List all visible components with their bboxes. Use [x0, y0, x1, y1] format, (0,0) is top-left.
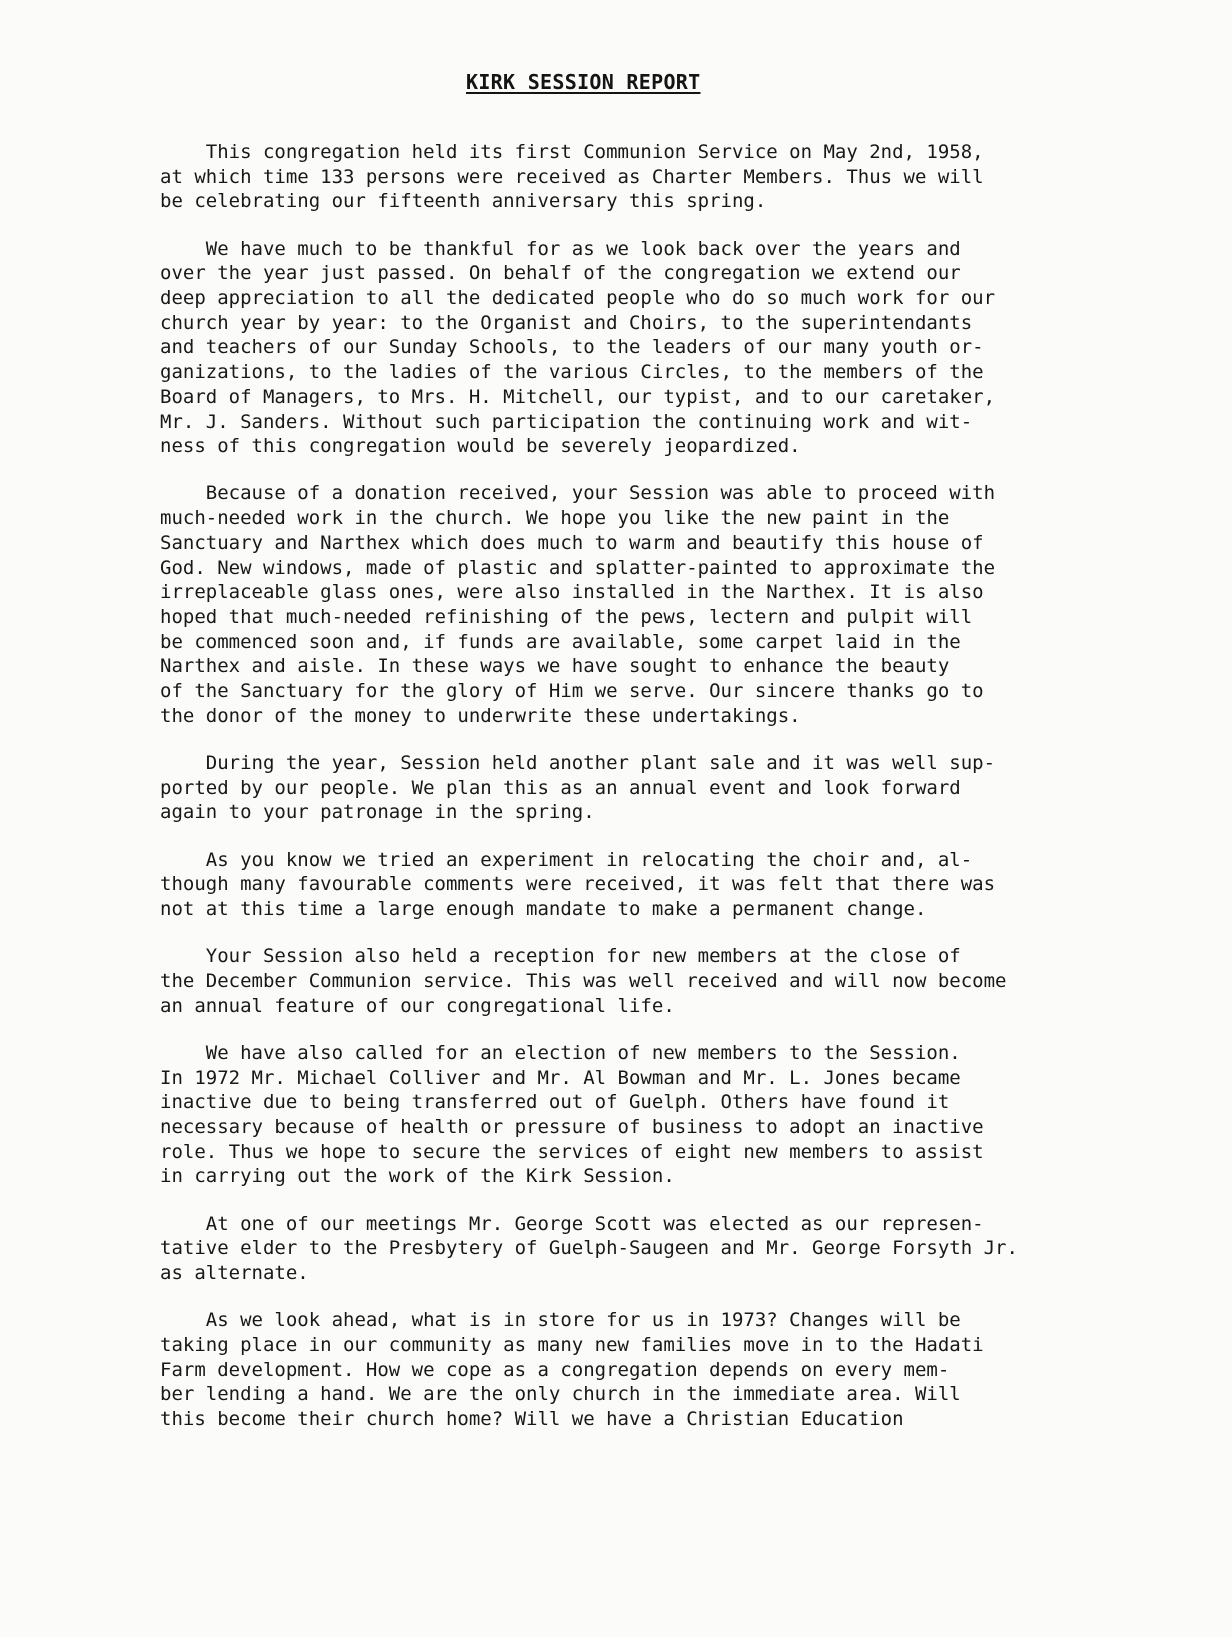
text-line: We have also called for an election of new members to the Session.: [160, 1041, 961, 1064]
text-line: at which time 133 persons were received as Charter Members. Thus we will: [160, 165, 984, 188]
text-line: this become their church home? Will we have a Christian Education: [160, 1407, 904, 1430]
text-line: During the year, Session held another plant sale and it was well sup-: [160, 751, 996, 774]
text-line: Board of Managers, to Mrs. H. Mitchell, our typist, and to our caretaker,: [160, 385, 996, 408]
text-line: At one of our meetings Mr. George Scott was elected as our represen-: [160, 1212, 984, 1235]
paragraph: [160, 1041, 1100, 1189]
text-line: hoped that much-needed refinishing of the pews, lectern and pulpit will: [160, 605, 973, 628]
text-line: ber lending a hand. We are the only church in the immediate area. Will: [160, 1383, 961, 1406]
text-line: church year by year: to the Organist and Choirs, to the superintendants: [160, 311, 973, 334]
text-line: inactive due to being transferred out of Guelph. Others have found it: [160, 1091, 950, 1114]
text-line: deep appreciation to all the dedicated people who do so much work for our: [160, 287, 996, 310]
text-line: Farm development. How we cope as a congregation depends on every mem-: [160, 1358, 950, 1381]
text-line: ness of this congregation would be severely jeopardized.: [160, 435, 801, 458]
text-line: Narthex and aisle. In these ways we have sought to enhance the beauty: [160, 655, 950, 678]
text-line: tative elder to the Presbytery of Guelph-Saugeen and Mr. George Forsyth Jr.: [160, 1237, 1018, 1260]
text-line: Mr. J. Sanders. Without such participation the continuing work and wit-: [160, 410, 973, 433]
text-line: As you know we tried an experiment in relocating the choir and, al-: [160, 848, 973, 871]
text-line: ported by our people. We plan this as an annual event and look forward: [160, 776, 961, 799]
text-line: over the year just passed. On behalf of the congregation we extend our: [160, 262, 961, 285]
text-line: much-needed work in the church. We hope you like the new paint in the: [160, 507, 950, 530]
report-body: [160, 140, 1100, 1454]
document-title: KIRK SESSION REPORT: [466, 70, 701, 94]
paragraph: [160, 1308, 1100, 1432]
text-line: again to your patronage in the spring.: [160, 801, 595, 824]
paragraph: [160, 481, 1100, 728]
text-line: necessary because of health or pressure of business to adopt an inactive: [160, 1115, 984, 1138]
text-line: of the Sanctuary for the glory of Him we serve. Our sincere thanks go to: [160, 680, 984, 703]
text-line: an annual feature of our congregational life.: [160, 994, 675, 1017]
text-line: the donor of the money to underwrite these undertakings.: [160, 704, 801, 727]
text-line: not at this time a large enough mandate to make a permanent change.: [160, 897, 927, 920]
text-line: Because of a donation received, your Session was able to proceed with: [160, 482, 996, 505]
text-line: In 1972 Mr. Michael Colliver and Mr. Al Bowman and Mr. L. Jones became: [160, 1066, 961, 1089]
text-line: God. New windows, made of plastic and splatter-painted to approximate the: [160, 556, 996, 579]
paragraph: [160, 1212, 1100, 1286]
text-line: and teachers of our Sunday Schools, to the leaders of our many youth or-: [160, 336, 984, 359]
text-line: be commenced soon and, if funds are available, some carpet laid in the: [160, 630, 961, 653]
text-line: in carrying out the work of the Kirk Session.: [160, 1165, 675, 1188]
text-line: the December Communion service. This was well received and will now become: [160, 969, 1007, 992]
text-line: taking place in our community as many new families move in to the Hadati: [160, 1333, 984, 1356]
text-line: ganizations, to the ladies of the various Circles, to the members of the: [160, 361, 984, 384]
paragraph: [160, 944, 1100, 1018]
text-line: be celebrating our fifteenth anniversary this spring.: [160, 190, 767, 213]
text-line: As we look ahead, what is in store for us in 1973? Changes will be: [160, 1309, 961, 1332]
paragraph: [160, 237, 1100, 459]
text-line: Your Session also held a reception for new members at the close of: [160, 945, 961, 968]
text-line: as alternate.: [160, 1261, 309, 1284]
text-line: role. Thus we hope to secure the services of eight new members to assist: [160, 1140, 984, 1163]
text-line: This congregation held its first Communion Service on May 2nd, 1958,: [160, 141, 984, 163]
text-line: irreplaceable glass ones, were also installed in the Narthex. It is also: [160, 581, 984, 604]
text-line: though many favourable comments were received, it was felt that there was: [160, 873, 996, 896]
text-line: Sanctuary and Narthex which does much to warm and beautify this house of: [160, 531, 984, 554]
paragraph: [160, 848, 1100, 922]
text-line: We have much to be thankful for as we look back over the years and: [160, 237, 961, 260]
paragraph: [160, 140, 1100, 214]
paragraph: [160, 751, 1100, 825]
